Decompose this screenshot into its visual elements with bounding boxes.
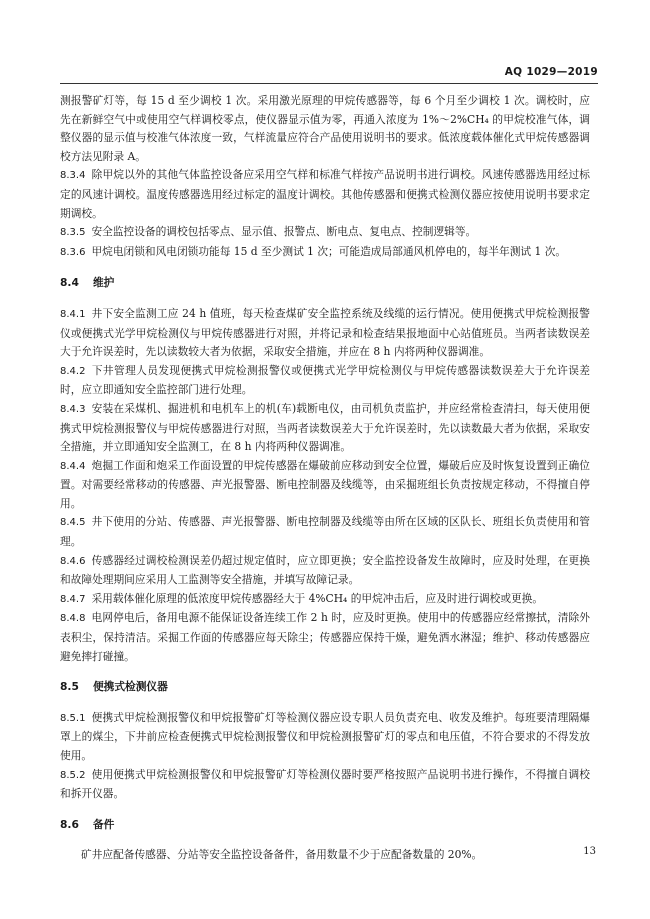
- clause-number: 8.4.1: [60, 308, 86, 320]
- clause-text: 除甲烷以外的其他气体监控设备应采用空气样和标准气样按产品说明书进行调校。风速传感器选用经过标定的风速计调校。温度传感器选用经过标定的温度计调校。其他传感器和便携式检测仪器应按使用说明书要求定期调校。: [60, 168, 590, 220]
- clause-text: 井下使用的分站、传感器、声光报警器、断电控制器及线缆等由所在区域的区队长、班组长负责使用和管理。: [60, 515, 590, 549]
- clause-8-4-3: [60, 400, 590, 457]
- document-body: [60, 92, 590, 865]
- clause-8-4-7: [60, 590, 590, 610]
- clause-8-4-1: [60, 305, 590, 362]
- clause-number: 8.4.3: [60, 403, 86, 415]
- clause-8-4-8: [60, 609, 590, 666]
- section-number: 8.5: [60, 680, 79, 694]
- clause-text: 井下安全监测工应 24 h 值班，每天检查煤矿安全监控系统及线缆的运行情况。使用便携式甲烷检测报警仪或便携式光学甲烷检测仪与甲烷传感器进行对照，并将记录和检查结果报地面中心站值班员。当两者读数误差大于允许误差时，先以读数较大者为依据，采取安全措施，并应在 8 h 内将两种仪器调准。: [60, 306, 590, 359]
- clause-text: 便携式甲烷检测报警仪和甲烷报警矿灯等检测仪器应设专职人员负责充电、收发及维护。每班要清理隔爆罩上的煤尘，下井前应检查便携式甲烷检测报警仪和甲烷检测报警矿灯的零点和电压值，不符合要求的不得发放使用。: [60, 710, 590, 762]
- clause-text: 传感器经过调校检测误差仍超过规定值时，应立即更换；安全监控设备发生故障时，应及时处理，在更换和故障处理期间应采用人工监测等安全措施，并填写故障记录。: [60, 553, 590, 587]
- clause-text: 下井管理人员发现便携式甲烷检测报警仪或便携式光学甲烷检测仪与甲烷传感器读数误差大于允许误差时，应立即通知安全监控部门进行处理。: [60, 363, 590, 397]
- clause-number: 8.4.7: [60, 593, 86, 605]
- clause-number: 8.3.4: [60, 170, 86, 182]
- paragraph-continued: 测报警矿灯等，每 15 d 至少调校 1 次。采用激光原理的甲烷传感器等，每 6 个月至少调校 1 次。调校时，应先在新鲜空气中或使用空气样调校零点，使仪器显示值为零，再通入浓度为 1%～2%CH₄ 的甲烷校准气体，调整仪器的显示值与校准气体浓度一致，气样流量应符合产品使用说明书的要求。低浓度载体催化式甲烷传感器调校方法见附录 A。: [60, 94, 590, 163]
- clause-number: 8.3.5: [60, 227, 86, 239]
- clause-number: 8.4.8: [60, 613, 86, 625]
- section-heading-8-6: [60, 816, 590, 835]
- section-title: 便携式检测仪器: [92, 680, 168, 694]
- clause-8-3-5: [60, 223, 590, 243]
- clause-text: 安全监控设备的调校包括零点、显示值、报警点、断电点、复电点、控制逻辑等。: [91, 225, 477, 239]
- clause-8-5-2: [60, 766, 590, 804]
- clause-number: 8.5.2: [60, 769, 86, 781]
- clause-number: 8.4.6: [60, 555, 86, 567]
- section-title: 备件: [92, 817, 115, 831]
- section-number: 8.6: [60, 817, 79, 831]
- clause-text: 使用便携式甲烷检测报警仪和甲烷报警矿灯等检测仪器时要严格按照产品说明书进行操作，不得擅自调校和拆开仪器。: [60, 767, 590, 801]
- clause-8-4-2: [60, 362, 590, 400]
- clause-text: 安装在采煤机、掘进机和电机车上的机(车)载断电仪，由司机负责监护，并应经常检查清扫，每天使用便携式甲烷检测报警仪与甲烷传感器进行对照，当两者读数误差大于允许误差时，先以读数最大者为依据，采取安全措施，并立即通知安全监测工，在 8 h 内将两种仪器调准。: [60, 401, 590, 454]
- clause-number: 8.4.5: [60, 517, 86, 529]
- clause-8-3-4: [60, 166, 590, 223]
- section-title: 维护: [92, 276, 115, 290]
- clause-8-4-4: [60, 457, 590, 514]
- clause-number: 8.4.4: [60, 460, 86, 472]
- clause-text: 采用载体催化原理的低浓度甲烷传感器经大于 4%CH₄ 的甲烷冲击后，应及时进行调校或更换。: [91, 591, 544, 605]
- clause-8-5-1: [60, 709, 590, 766]
- paragraph-spares: 矿井应配备传感器、分站等安全监控设备备件，备用数量不少于应配备数量的 20%。: [81, 848, 483, 862]
- clause-number: 8.3.6: [60, 246, 86, 258]
- clause-8-3-6: [60, 243, 590, 263]
- section-number: 8.4: [60, 276, 79, 290]
- page-number: 13: [583, 846, 596, 857]
- section-heading-8-4: [60, 274, 590, 293]
- clause-8-4-5: [60, 513, 590, 551]
- section-heading-8-5: [60, 678, 590, 697]
- clause-text: 甲烷电闭锁和风电闭锁功能每 15 d 至少测试 1 次；可能造成局部通风机停电的，每半年测试 1 次。: [91, 244, 567, 258]
- clause-text: 电网停电后，备用电源不能保证设备连续工作 2 h 时，应及时更换。使用中的传感器应经常擦拭，清除外表积尘，保持清洁。采掘工作面的传感器应每天除尘；传感器应保持干燥，避免洒水淋湿；维护、移动传感器应避免摔打碰撞。: [60, 611, 590, 663]
- standard-id: AQ 1029—2019: [504, 66, 598, 78]
- clause-number: 8.4.2: [60, 365, 86, 377]
- clause-number: 8.5.1: [60, 712, 86, 724]
- header-rule: [60, 83, 598, 84]
- clause-text: 炮掘工作面和炮采工作面设置的甲烷传感器在爆破前应移动到安全位置，爆破后应及时恢复设置到正确位置。对需要经常移动的传感器、声光报警器、断电控制器及线缆等，由采掘班组长负责按规定移动，不得擅自停用。: [60, 458, 590, 510]
- clause-8-4-6: [60, 552, 590, 590]
